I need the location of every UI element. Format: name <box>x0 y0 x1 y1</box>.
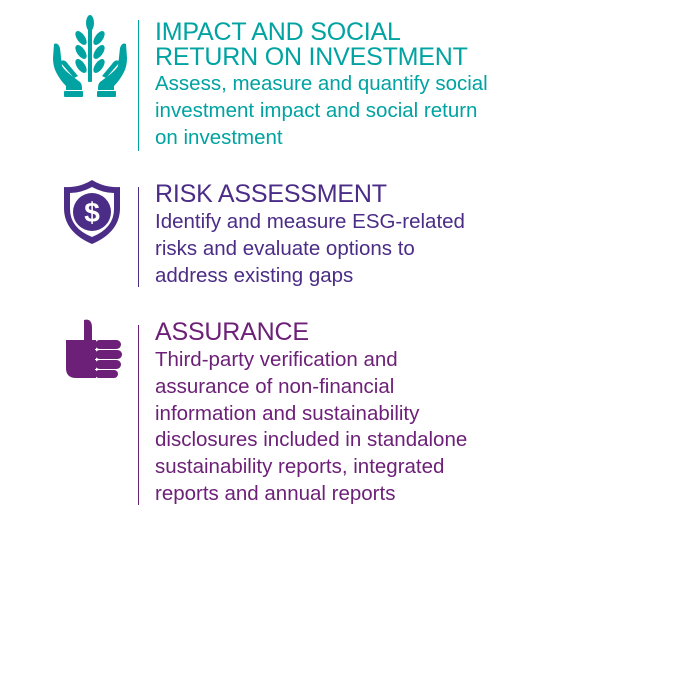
section-divider <box>138 20 139 151</box>
section-content <box>155 20 675 151</box>
section-divider <box>138 187 139 287</box>
section-content <box>155 320 675 508</box>
svg-text:$: $ <box>84 197 100 228</box>
section-description: Third-party verification and assurance of non-financial information and sustainability disclosures included in standalone sustainability reports, integrated reports and annual reports <box>155 348 468 505</box>
section-divider <box>138 325 139 505</box>
section-title: ASSURANCE <box>155 318 309 346</box>
section-description: Identify and measure ESG-related risks and evaluate options to address existing gaps <box>155 210 465 287</box>
shield-dollar-icon <box>61 178 123 251</box>
section-title: RISK ASSESSMENT <box>155 180 387 208</box>
section-title: IMPACT AND SOCIAL RETURN ON INVESTMENT <box>155 18 468 71</box>
hands-with-plant-icon <box>52 14 128 103</box>
thumbs-up-icon <box>62 318 124 385</box>
section-description: Assess, measure and quantify social investment impact and social return on investment <box>155 72 488 149</box>
section-content <box>155 182 675 289</box>
